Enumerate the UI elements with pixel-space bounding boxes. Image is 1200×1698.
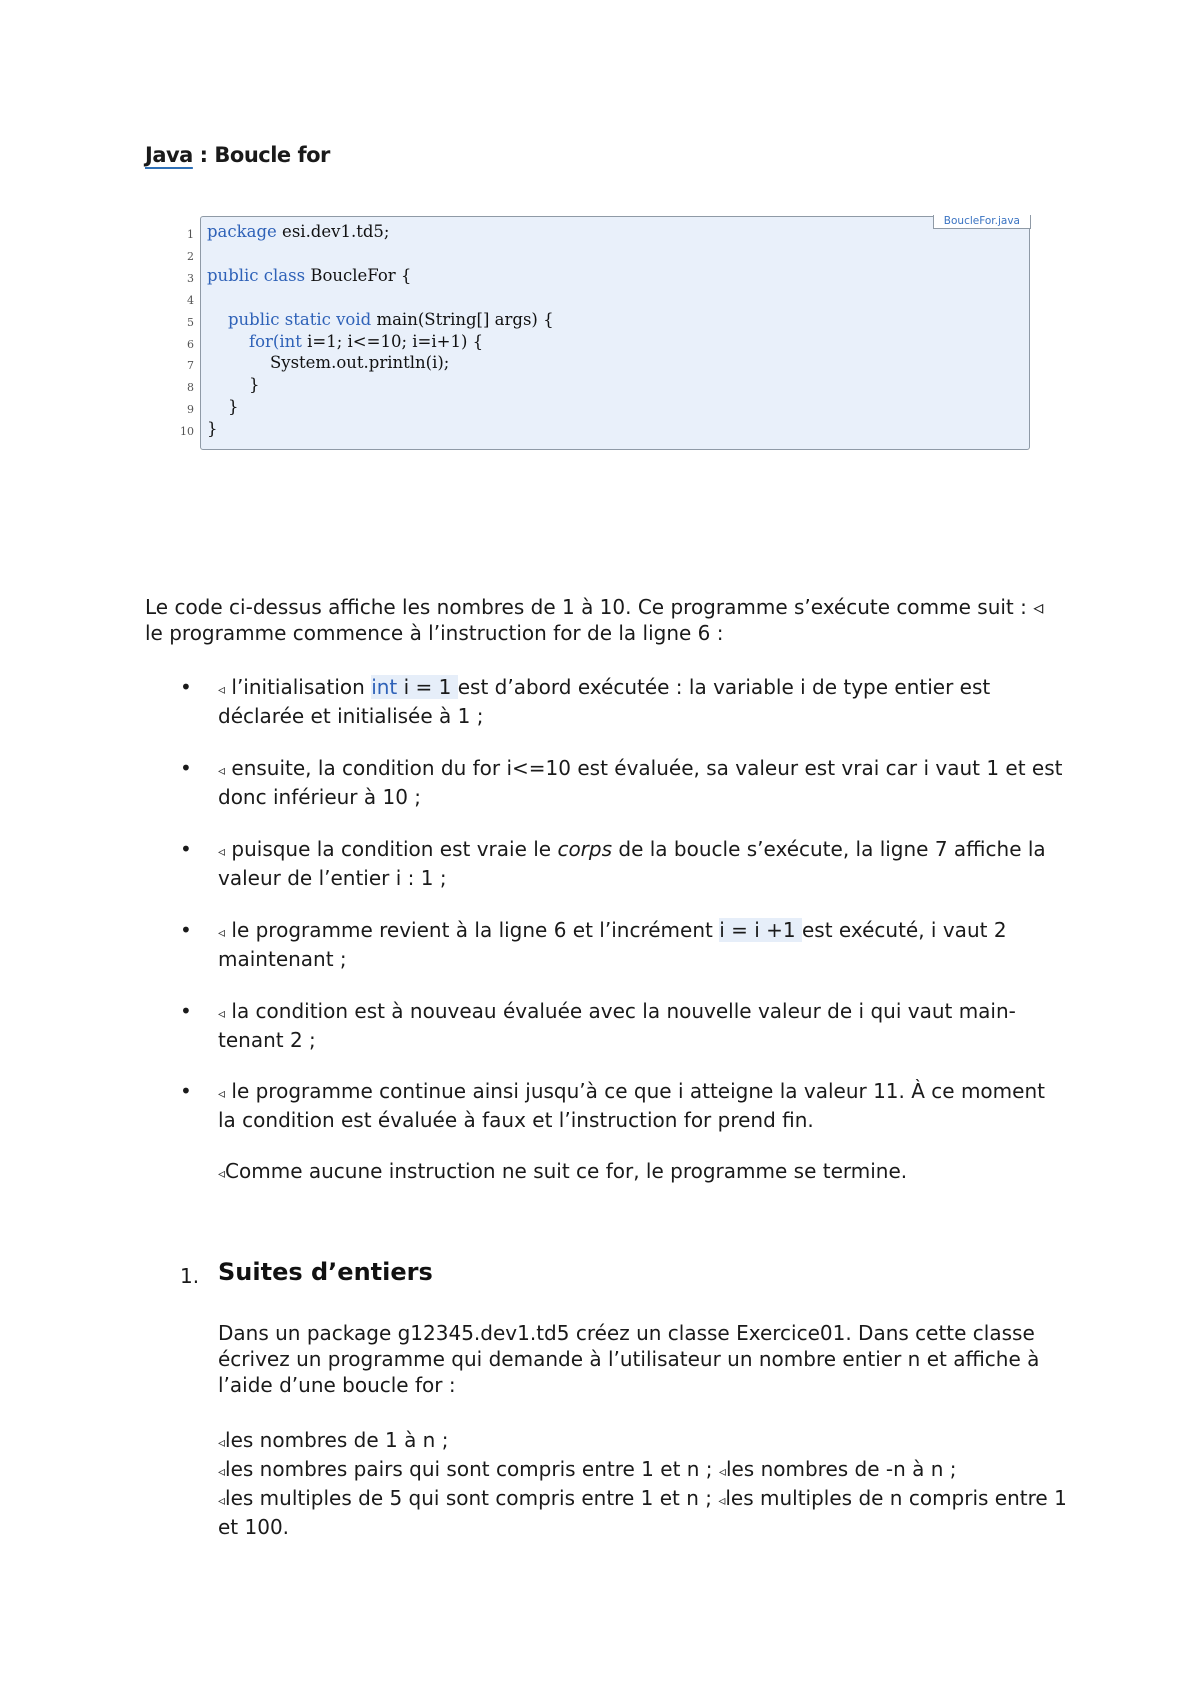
exercise-item: les multiples de n compris entre 1 et 100.: [218, 1486, 1067, 1539]
triangle-icon: ◃: [218, 925, 226, 941]
exercise-item: les nombres de -n à n ;: [725, 1457, 957, 1481]
section-body: Dans un package g12345.dev1.td5 créez un classe Exercice01. Dans cette classe écrivez un programme qui demande à l’utilisateur un nombre entier n et affiche à l’aide d’une boucle for :: [218, 1321, 1040, 1397]
list-item: [218, 674, 1068, 729]
bullet: •: [180, 918, 192, 942]
code-listing: [200, 216, 1030, 450]
item-text: est exécuté, i vaut 2 maintenant ;: [218, 918, 1007, 971]
list-item: [218, 1078, 1068, 1133]
triangle-icon: ◃: [218, 1493, 226, 1509]
intro-paragraph: Le code ci-dessus affiche les nombres de 1 à 10. Ce programme s’exécute comme suit : ◃ le programme commence à l’instruction for de la ligne 6 :: [145, 595, 1044, 645]
triangle-icon: ◃: [218, 763, 226, 779]
code-fragment: esi.dev1.td5;: [276, 222, 390, 241]
item-text: le programme revient à la ligne 6 et l’incrément: [225, 918, 720, 942]
item-text: Comme aucune instruction ne suit ce for, le programme se termine.: [225, 1159, 908, 1183]
list-item: [218, 755, 1068, 810]
item-text: puisque la condition est vraie le: [225, 837, 558, 861]
exercise-item: les nombres pairs qui sont compris entre 1 et n ;: [225, 1457, 719, 1481]
list-item: [218, 998, 1068, 1053]
code-indent: [207, 332, 249, 351]
inline-code: i = 1: [397, 675, 458, 699]
item-emphasis: corps: [557, 837, 613, 861]
code-filename-tab: BoucleFor.java: [933, 215, 1031, 229]
exercise-item: les multiples de 5 qui sont compris entre 1 et n ;: [225, 1486, 719, 1510]
list-item: [218, 917, 1068, 972]
triangle-icon: ◃: [218, 1006, 226, 1022]
triangle-icon: ◃: [218, 1166, 226, 1182]
exercise-item: les nombres de 1 à n ;: [225, 1428, 449, 1452]
bullet: •: [180, 837, 192, 861]
inline-code-keyword: int: [371, 675, 398, 699]
list-item: [218, 836, 1068, 891]
triangle-icon: ◃: [218, 844, 226, 860]
triangle-icon: ◃: [218, 1086, 226, 1102]
code-line: }: [207, 397, 239, 417]
bullet: •: [180, 675, 192, 699]
code-keyword: public static void: [227, 309, 372, 329]
code-indent: [207, 310, 228, 329]
bullet: •: [180, 756, 192, 780]
code-keyword: for(int: [248, 331, 302, 351]
bullet: •: [180, 999, 192, 1023]
section-heading: Suites d’entiers: [218, 1258, 433, 1286]
item-text: l’initialisation: [225, 675, 372, 699]
code-fragment: BoucleFor {: [305, 265, 412, 285]
triangle-icon: ◃: [218, 1435, 226, 1451]
code-fragment: i=1; i<=10; i=i+1) {: [301, 331, 484, 351]
code-keyword: public class: [207, 265, 306, 285]
bullet: •: [180, 1079, 192, 1103]
section-number: 1.: [180, 1264, 200, 1288]
triangle-icon: ◃: [718, 1464, 726, 1480]
item-text: ensuite, la condition du for i<=10 est évaluée, sa valeur est vrai car i vaut 1 et est donc inférieur à 10 ;: [218, 756, 1063, 809]
code-fragment: main(String[] args) {: [371, 309, 554, 329]
triangle-icon: ◃: [718, 1493, 726, 1509]
title-rest: : Boucle for: [192, 143, 330, 167]
item-text: est d’abord exécutée : la variable i de type entier est déclarée et initialisée à 1 ;: [218, 675, 991, 728]
inline-code: i = i +1: [719, 918, 802, 942]
code-text: [207, 221, 554, 440]
triangle-icon: ◃: [218, 1464, 226, 1480]
item-text: le programme continue ainsi jusqu’à ce que i atteigne la valeur 11. À ce moment la condition est évaluée à faux et l’instruction for prend fin.: [218, 1079, 1045, 1132]
code-line: }: [207, 419, 218, 439]
exercise-list: [218, 1427, 1068, 1540]
title-java: Java: [145, 143, 193, 167]
item-text: de la boucle s’exécute, la ligne 7 affiche la valeur de l’entier i : 1 ;: [218, 837, 1046, 890]
item-text: la condition est à nouveau évaluée avec la nouvelle valeur de i qui vaut main- tenant 2 ;: [218, 999, 1016, 1052]
triangle-icon: ◃: [218, 682, 226, 698]
closing-note: [218, 1158, 1068, 1187]
code-line: }: [207, 375, 260, 395]
code-keyword: package: [207, 222, 277, 241]
code-line: System.out.println(i);: [207, 353, 450, 373]
page-title: [145, 143, 330, 167]
code-line-numbers: 1 2 3 4 5 6 7 8 9 10: [180, 228, 194, 439]
